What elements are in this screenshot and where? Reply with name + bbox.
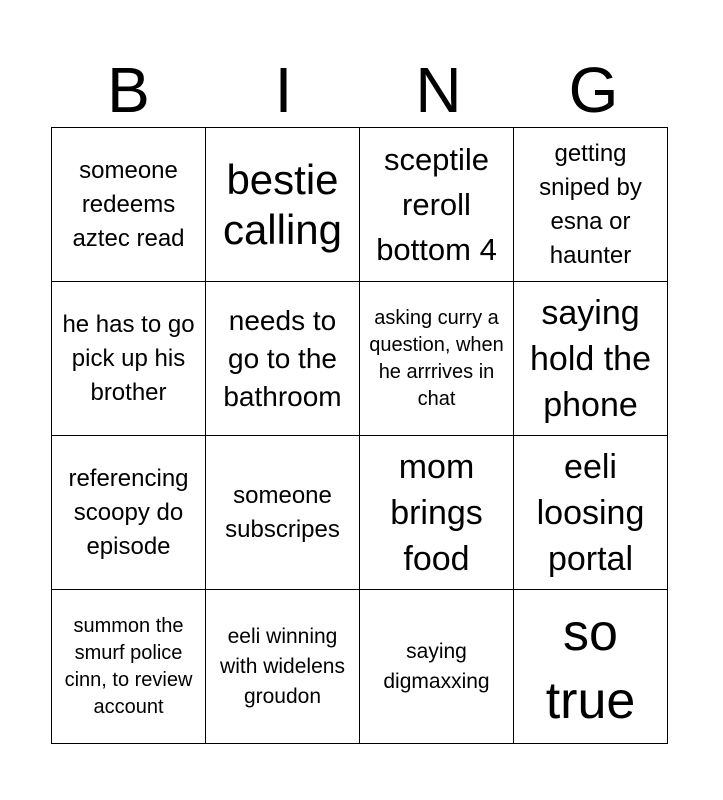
cell-text: bestie calling xyxy=(222,155,343,253)
cell-text: saying digmaxxing xyxy=(383,639,490,693)
cell-text: eeli winning with widelens groudon xyxy=(220,624,345,708)
header-letter-b: B xyxy=(107,54,150,126)
bingo-cell[interactable] xyxy=(206,436,360,590)
bingo-header xyxy=(51,52,671,128)
cell-text: needs to go to the bathroom xyxy=(223,304,342,412)
cell-text: saying hold the phone xyxy=(530,293,651,424)
bingo-cell[interactable] xyxy=(52,436,206,590)
header-letter-i: I xyxy=(274,54,293,126)
bingo-cell[interactable] xyxy=(52,128,206,282)
bingo-cell[interactable] xyxy=(206,590,360,744)
cell-text: eeli loosing portal xyxy=(536,447,645,578)
cell-text: so true xyxy=(545,603,636,730)
bingo-cell[interactable] xyxy=(514,282,668,436)
board-row xyxy=(52,282,668,436)
cell-text: mom brings food xyxy=(390,447,483,578)
bingo-cell[interactable] xyxy=(360,590,514,744)
bingo-cell[interactable] xyxy=(52,590,206,744)
board-row xyxy=(52,436,668,590)
bingo-board xyxy=(51,127,668,744)
bingo-cell[interactable] xyxy=(514,590,668,744)
cell-text: summon the smurf police cinn, to review account xyxy=(64,614,193,718)
bingo-cell[interactable] xyxy=(206,282,360,436)
cell-text: someone subscripes xyxy=(225,481,340,543)
bingo-cell[interactable] xyxy=(360,282,514,436)
cell-text: asking curry a question, when he arrrives in chat xyxy=(369,306,504,410)
bingo-cell[interactable] xyxy=(514,436,668,590)
bingo-cell[interactable] xyxy=(360,128,514,282)
bingo-cell[interactable] xyxy=(360,436,514,590)
header-letter-n: N xyxy=(415,54,462,126)
board-row xyxy=(52,128,668,282)
bingo-cell[interactable] xyxy=(514,128,668,282)
cell-text: getting sniped by esna or haunter xyxy=(539,139,642,269)
cell-text: someone redeems aztec read xyxy=(72,156,185,252)
cell-text: he has to go pick up his brother xyxy=(62,310,195,406)
cell-text: referencing scoopy do episode xyxy=(68,464,189,560)
cell-text: sceptile reroll bottom 4 xyxy=(376,142,497,267)
header-letter-g: G xyxy=(568,54,619,126)
board-row xyxy=(52,590,668,744)
bingo-cell[interactable] xyxy=(206,128,360,282)
bingo-cell[interactable] xyxy=(52,282,206,436)
